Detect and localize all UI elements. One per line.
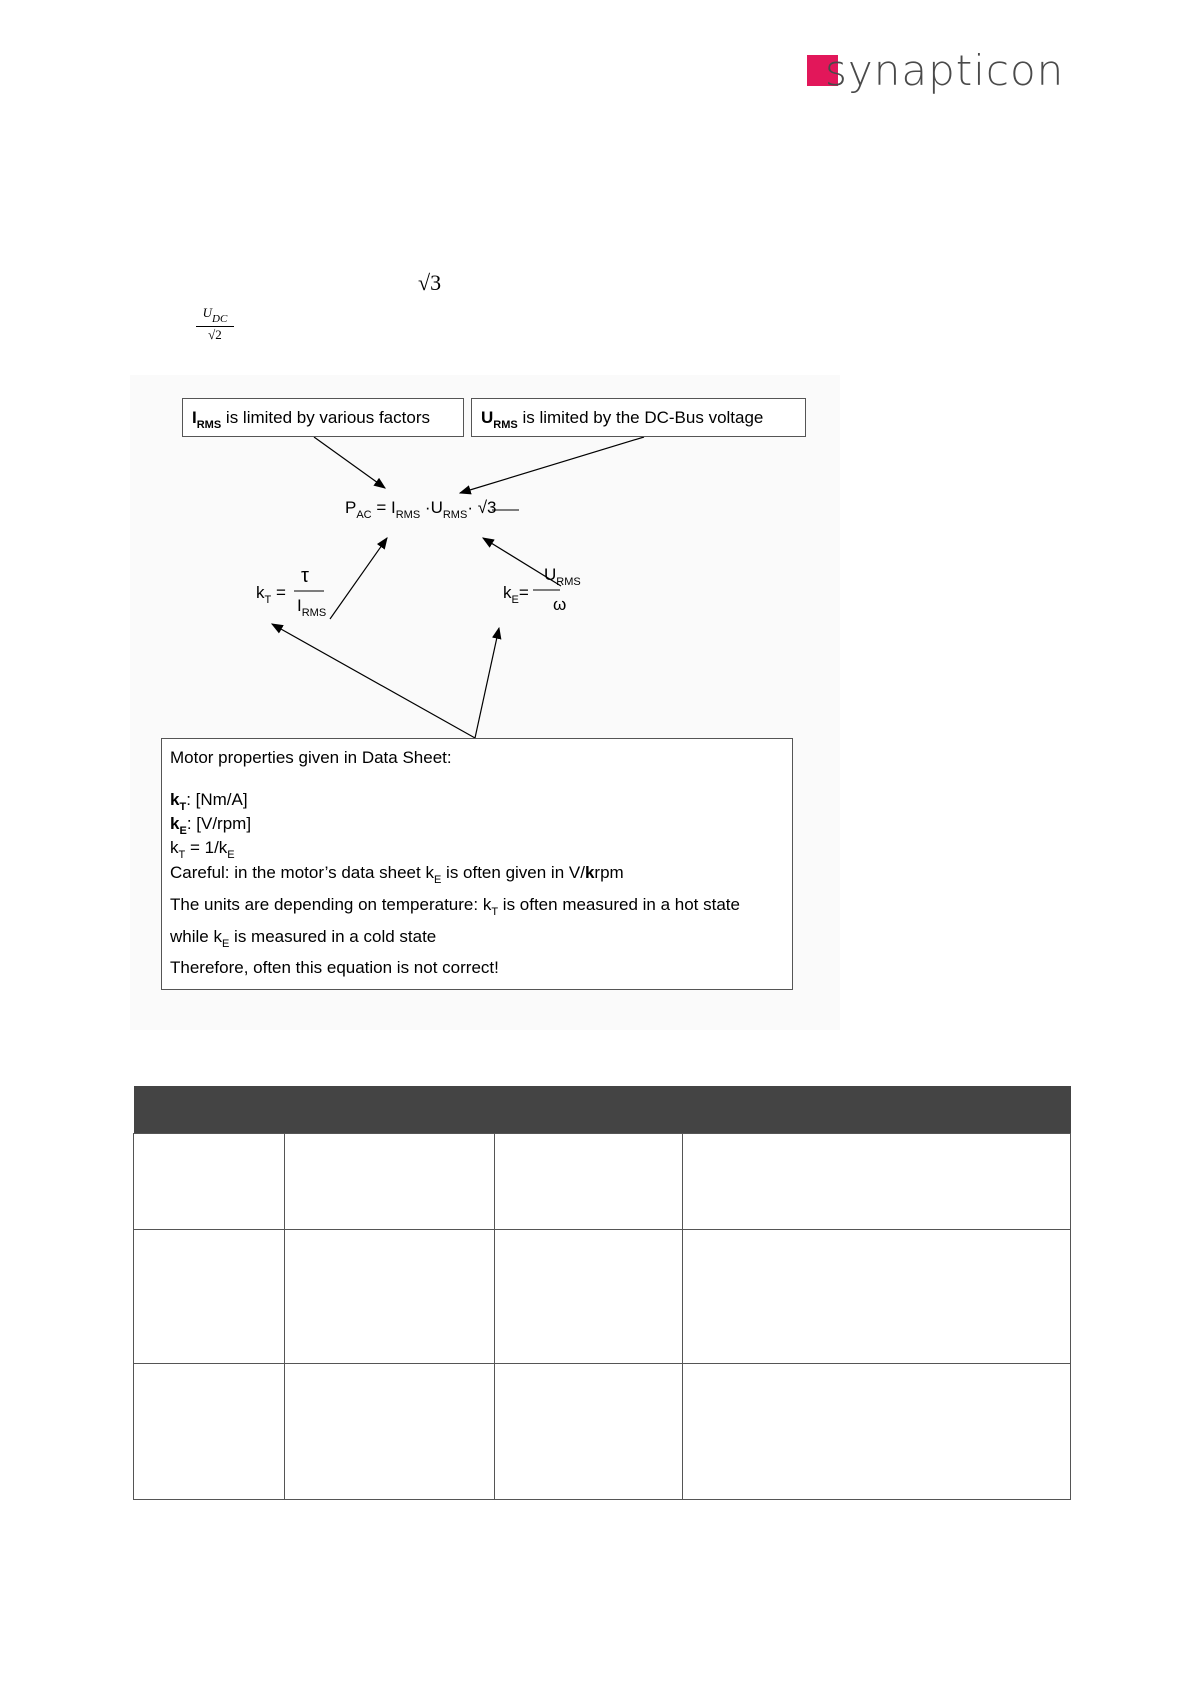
motor-ke-line <box>170 814 251 837</box>
table-header-cell <box>134 1086 1071 1134</box>
table-cell <box>284 1230 494 1364</box>
power-eq-i: = I <box>371 498 396 517</box>
motor-careful-bold: k <box>584 863 595 882</box>
power-dot-sqrt3: · √3 <box>467 498 497 517</box>
motor-careful-a: Careful: in the motor’s data sheet k <box>170 863 434 882</box>
motor-relation-line <box>170 838 235 861</box>
motor-rel-sub1: T <box>178 849 186 861</box>
arrow-kt-to-power <box>330 538 387 619</box>
irms-symbol: I <box>192 408 197 427</box>
motor-ke-label: k <box>170 814 180 833</box>
kt-equals: = <box>271 583 286 602</box>
table-cell <box>284 1134 494 1230</box>
motor-careful-line <box>170 863 624 886</box>
motor-careful-sub: E <box>433 874 442 886</box>
table-row <box>134 1230 1071 1364</box>
motor-title: Motor properties given in Data Sheet: <box>170 748 452 767</box>
udc-symbol: U <box>202 305 213 320</box>
kt-equation-lhs <box>256 583 286 606</box>
kt-k: k <box>256 583 265 602</box>
motor-while-sub: E <box>221 938 230 950</box>
urms-limit-box <box>471 398 806 437</box>
table-cell <box>683 1134 1071 1230</box>
motor-rel-k: k <box>170 838 179 857</box>
motor-kt-label: k <box>170 790 180 809</box>
table-cell <box>494 1364 683 1500</box>
arrow-irms-to-power <box>314 437 385 488</box>
motor-rel-sub2: E <box>227 849 235 861</box>
table-row <box>134 1134 1071 1230</box>
motor-careful-b: is often given in V/ <box>441 863 585 882</box>
motor-therefore-line: Therefore, often this equation is not correct! <box>170 958 499 977</box>
motor-ke-unit: : [V/rpm] <box>186 814 252 833</box>
table-cell <box>683 1364 1071 1500</box>
motor-while-a: while k <box>170 927 222 946</box>
table-cell <box>494 1134 683 1230</box>
kt-den-sub: RMS <box>301 607 327 619</box>
ke-denominator-omega: ω <box>553 595 567 614</box>
sqrt2-denominator: √2 <box>208 327 222 342</box>
sqrt3-formula: √3 <box>418 270 442 295</box>
table-header-row <box>134 1086 1071 1134</box>
table-cell <box>134 1230 285 1364</box>
power-dot-u: ·U <box>420 498 443 517</box>
table-cell <box>284 1364 494 1500</box>
ke-equation-lhs <box>503 583 529 606</box>
udc-subscript: DC <box>212 313 228 325</box>
ke-k-sub: E <box>511 594 519 606</box>
urms-symbol: U <box>481 408 494 427</box>
motor-units-a: The units are depending on temperature: k <box>170 895 492 914</box>
table-cell <box>134 1364 285 1500</box>
table-cell <box>494 1230 683 1364</box>
udc-over-sqrt2-formula <box>196 305 234 343</box>
motor-ke-sub: E <box>179 825 187 837</box>
motor-power-diagram <box>130 375 840 1030</box>
motor-careful-c: rpm <box>594 863 624 882</box>
arrow-motor-to-kt <box>272 624 475 738</box>
ke-num-u: U <box>544 565 557 584</box>
irms-subscript: RMS <box>196 419 222 431</box>
motor-kt-unit: : [Nm/A] <box>186 790 248 809</box>
motor-units-b: is often measured in a hot state <box>498 895 740 914</box>
motor-kt-line <box>170 790 248 813</box>
motor-properties-box <box>161 738 793 990</box>
motor-while-line <box>170 927 436 950</box>
logo-wordmark: synapticon <box>825 46 1065 95</box>
data-table <box>133 1086 1071 1500</box>
ke-k: k <box>503 583 512 602</box>
urms-subscript: RMS <box>493 419 518 431</box>
kt-numerator-tau: τ <box>301 565 309 587</box>
irms-limit-text: is limited by various factors <box>221 408 430 427</box>
urms-limit-text: is limited by the DC-Bus voltage <box>517 408 764 427</box>
kt-denominator <box>297 596 326 619</box>
motor-kt-sub: T <box>179 801 187 813</box>
power-p: P <box>345 498 357 517</box>
motor-rel-mid: = 1/k <box>185 838 228 857</box>
table-row <box>134 1364 1071 1500</box>
ke-equals: = <box>518 583 529 602</box>
power-i-sub: RMS <box>395 509 421 521</box>
kt-den-i: I <box>297 596 302 615</box>
arrow-motor-to-ke <box>475 628 499 738</box>
kt-k-sub: T <box>264 594 272 606</box>
motor-while-b: is measured in a cold state <box>229 927 437 946</box>
motor-units-line <box>170 895 740 918</box>
ke-numerator <box>544 565 581 588</box>
power-equation <box>345 498 496 521</box>
ke-num-sub: RMS <box>556 576 581 588</box>
power-p-sub: AC <box>356 509 372 521</box>
table-cell <box>134 1134 285 1230</box>
table-cell <box>683 1230 1071 1364</box>
power-u-sub: RMS <box>442 509 468 521</box>
arrow-urms-to-power <box>460 437 644 493</box>
irms-limit-box <box>182 398 464 437</box>
motor-units-sub: T <box>491 906 499 918</box>
